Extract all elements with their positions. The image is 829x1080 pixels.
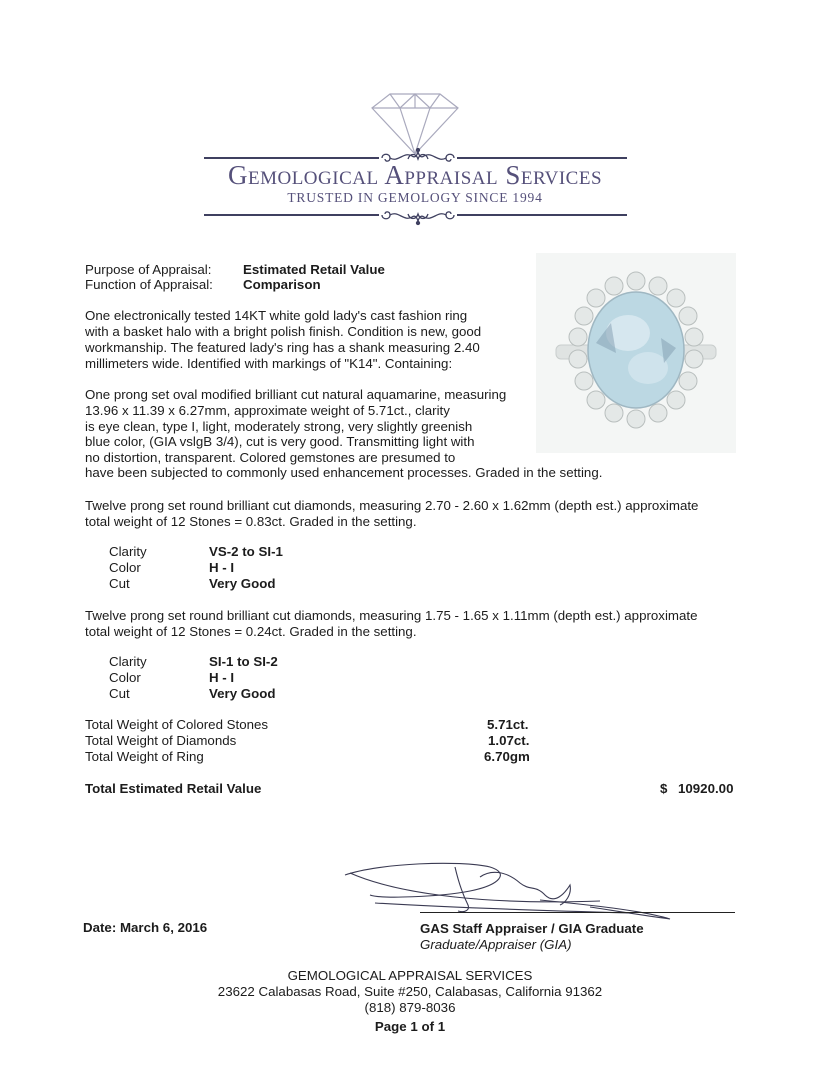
total-colored-stones-value: 5.71ct. — [487, 717, 529, 732]
diamond-group-1-line: total weight of 12 Stones = 0.83ct. Graded in the setting. — [85, 514, 417, 529]
purpose-label: Purpose of Appraisal: — [85, 262, 212, 277]
function-value: Comparison — [243, 277, 321, 292]
total-colored-stones-label: Total Weight of Colored Stones — [85, 717, 269, 732]
grade-value-color: H - I — [209, 560, 235, 575]
page-number: Page 1 of 1 — [374, 1019, 446, 1034]
grade-label-clarity: Clarity — [109, 654, 147, 669]
function-label: Function of Appraisal: — [85, 277, 213, 292]
total-ring-weight-label: Total Weight of Ring — [85, 749, 204, 764]
total-diamonds-label: Total Weight of Diamonds — [85, 733, 237, 748]
center-stone-line: blue color, (GIA vslgB 3/4), cut is very good. Transmitting light with — [85, 434, 475, 449]
header-top-rule-right — [457, 157, 627, 159]
header-bottom-rule — [204, 214, 379, 216]
center-stone-line: One prong set oval modified brilliant cut natural aquamarine, measuring — [85, 387, 507, 402]
total-diamonds-value: 1.07ct. — [488, 733, 530, 748]
grade-label-cut: Cut — [109, 686, 130, 701]
grade-label-color: Color — [109, 670, 141, 685]
ring-description-line: workmanship. The featured lady's ring has a shank measuring 2.40 — [85, 340, 480, 355]
retail-value-label: Total Estimated Retail Value — [85, 781, 262, 796]
header-top-rule — [204, 157, 379, 159]
signature-line — [420, 912, 735, 913]
retail-value-amount: 10920.00 — [678, 781, 734, 796]
grade-value-cut: Very Good — [209, 576, 276, 591]
diamond-group-1-line: Twelve prong set round brilliant cut diamonds, measuring 2.70 - 2.60 x 1.62mm (depth est.) approximate — [85, 498, 699, 513]
ring-description-line: with a basket halo with a bright polish finish. Condition is new, good — [85, 324, 482, 339]
grade-value-clarity: VS-2 to SI-1 — [209, 544, 283, 559]
appraiser-subtitle: Graduate/Appraiser (GIA) — [420, 937, 572, 952]
ring-photo — [536, 253, 736, 453]
grade-value-color: H - I — [209, 670, 235, 685]
center-stone-line: no distortion, transparent. Colored gemstones are presumed to — [85, 450, 456, 465]
center-stone-line: 13.96 x 11.39 x 6.27mm, approximate weight of 5.71ct., clarity — [85, 403, 450, 418]
grade-value-clarity: SI-1 to SI-2 — [209, 654, 278, 669]
center-stone-line: is eye clean, type I, light, moderately strong, very slightly greenish — [85, 419, 473, 434]
grade-label-clarity: Clarity — [109, 544, 147, 559]
header-bottom-rule-right — [457, 214, 627, 216]
grade-value-cut: Very Good — [209, 686, 276, 701]
footer-phone: (818) 879-8036 — [364, 1000, 456, 1015]
purpose-value: Estimated Retail Value — [243, 262, 385, 277]
center-stone-line: have been subjected to commonly used enhancement processes. Graded in the setting. — [85, 465, 603, 480]
appraiser-title: GAS Staff Appraiser / GIA Graduate — [420, 921, 644, 936]
diamond-group-2-line: total weight of 12 Stones = 0.24ct. Graded in the setting. — [85, 624, 417, 639]
company-name: Gemological Appraisal Services — [227, 160, 603, 190]
grade-label-cut: Cut — [109, 576, 130, 591]
ring-description-line: millimeters wide. Identified with markings of "K14". Containing: — [85, 356, 453, 371]
appraisal-date: Date: March 6, 2016 — [83, 920, 208, 935]
total-ring-weight-value: 6.70gm — [484, 749, 530, 764]
diamond-group-2-line: Twelve prong set round brilliant cut diamonds, measuring 1.75 - 1.65 x 1.11mm (depth est.) approximate — [85, 608, 698, 623]
grade-label-color: Color — [109, 560, 141, 575]
footer-company: GEMOLOGICAL APPRAISAL SERVICES — [287, 968, 533, 983]
scroll-ornament-icon — [378, 206, 458, 226]
signature — [340, 855, 740, 925]
company-tagline: TRUSTED IN GEMOLOGY SINCE 1994 — [287, 190, 543, 205]
footer-address: 23622 Calabasas Road, Suite #250, Calabasas, California 91362 — [217, 984, 603, 999]
ring-description-line: One electronically tested 14KT white gold lady's cast fashion ring — [85, 308, 468, 323]
retail-value-currency: $ — [660, 781, 668, 796]
